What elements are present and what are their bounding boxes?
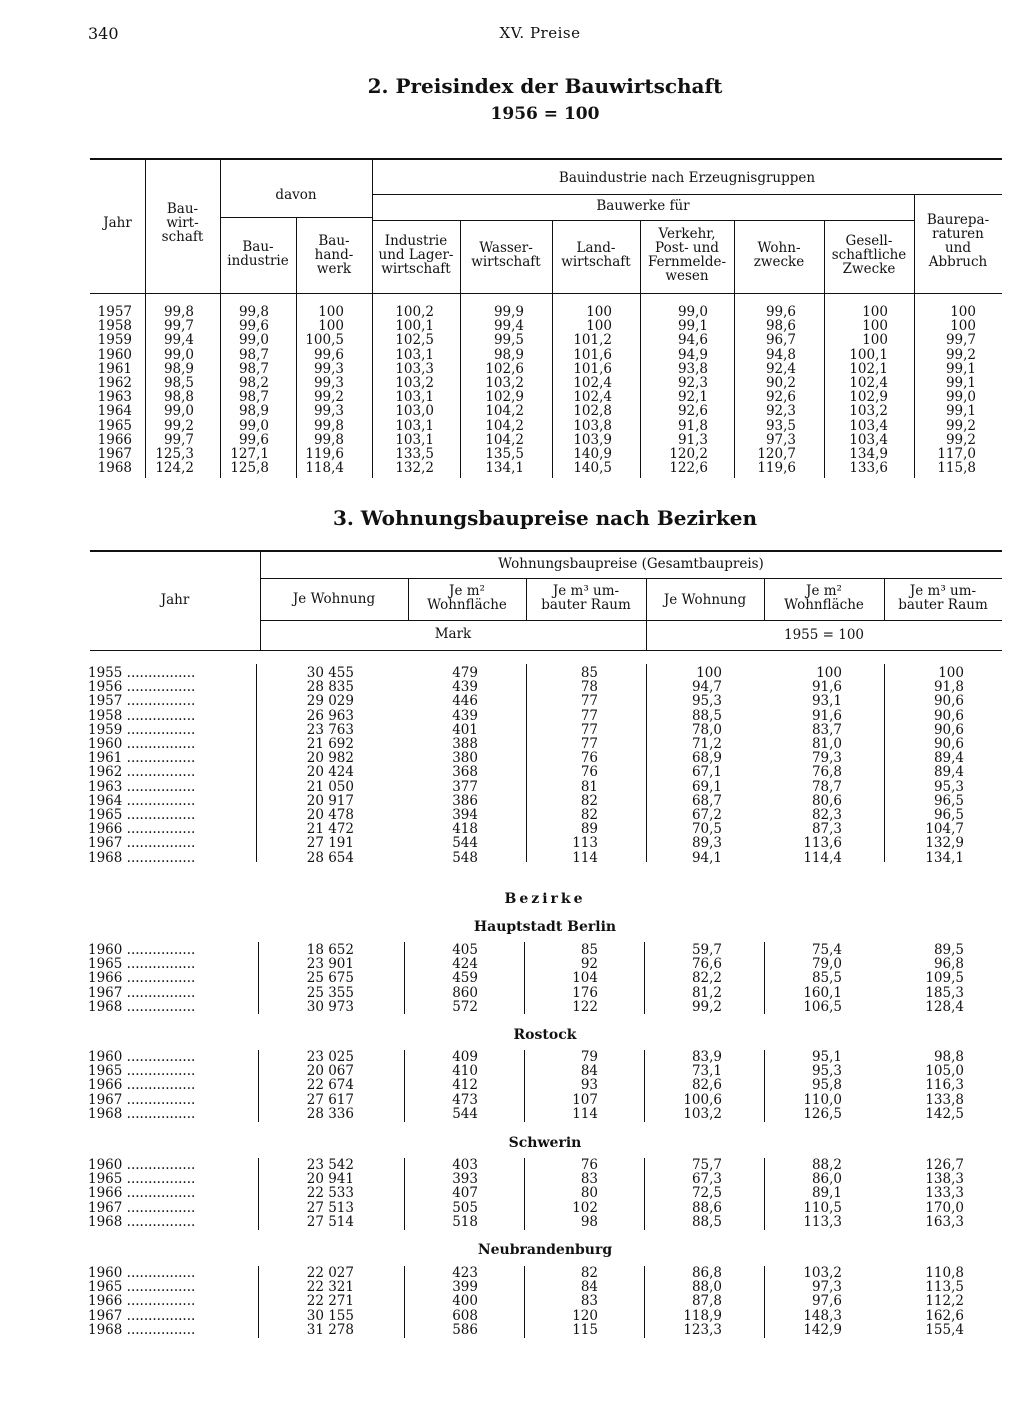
t3-vline — [258, 942, 259, 1014]
t3-vline — [644, 1158, 645, 1230]
t3-s0-m3: 85 78 77 77 77 77 76 76 81 82 82 89 113 114 — [572, 665, 598, 866]
t3-header-index-je-m2: Je m² Wohnfläche — [784, 583, 864, 613]
t2-col-wohn: 99,6 98,6 96,7 94,8 92,4 90,2 92,6 92,3 93,5 97,3 120,7 119,6 — [757, 304, 796, 477]
t3-s2-heading: Rostock — [513, 1027, 577, 1043]
t3-s4-m2: 423 399 400 608 586 — [452, 1265, 478, 1338]
t3-header-mark: Mark — [434, 626, 472, 642]
table3-header-rule — [90, 650, 1002, 651]
t3-vline — [404, 1050, 405, 1122]
t3-s2-jahr: 1960 ................ 1965 ................ 1966 ................ 1967 ................ 1968 ................ — [88, 1049, 196, 1122]
t2-header-industrie: Industrie und Lager- wirtschaft — [378, 233, 454, 277]
running-head: XV. Preise — [499, 24, 581, 42]
t2-col-bauindustrie: 99,8 99,6 99,0 98,7 98,7 98,2 98,7 98,9 99,0 99,6 127,1 125,8 — [230, 304, 269, 477]
t2-header-bauwirtschaft: Bau- wirt- schaft — [161, 201, 204, 245]
t2-col-verkehr: 99,0 99,1 94,6 94,9 93,8 92,3 92,1 92,6 91,8 91,3 120,2 122,6 — [669, 304, 708, 477]
t3-header-index-je-m3: Je m³ um- bauter Raum — [898, 583, 988, 613]
t3-s0-wohnung: 30 455 28 835 29 029 26 963 23 763 21 692 20 982 20 424 21 050 20 917 20 478 21 472 27 191 28 654 — [306, 665, 354, 866]
t3-s2-wohnung: 23 025 20 067 22 674 27 617 28 336 — [306, 1049, 354, 1122]
t2-header-baurep: Baurepa- raturen und Abbruch — [926, 212, 990, 270]
t3-vline — [764, 1050, 765, 1122]
table2-title: 2. Preisindex der Bauwirtschaft — [367, 74, 723, 98]
t3-s2-i-m3: 98,8 105,0 116,3 133,8 142,5 — [925, 1049, 964, 1122]
t3-s4-wohnung: 22 027 22 321 22 271 30 155 31 278 — [306, 1265, 354, 1338]
table3-rule-b — [260, 620, 1002, 621]
t2-col-land: 100 100 101,2 101,6 101,6 102,4 102,4 102,8 103,8 103,9 140,9 140,5 — [573, 304, 612, 477]
t3-header-je-m2: Je m² Wohnfläche — [427, 583, 507, 613]
t3-vline — [258, 1266, 259, 1338]
t3-vline — [258, 1158, 259, 1230]
t3-s3-heading: Schwerin — [508, 1135, 582, 1151]
t2-header-bauindustrie: Bau- industrie — [227, 239, 289, 269]
t3-s1-i-wohnung: 59,7 76,6 82,2 81,2 99,2 — [691, 942, 722, 1015]
t3-s0-i-wohnung: 100 94,7 95,3 88,5 78,0 71,2 68,9 67,1 69,1 68,7 67,2 70,5 89,3 94,1 — [691, 665, 722, 866]
t3-s2-i-m2: 95,1 95,3 95,8 110,0 126,5 — [803, 1049, 842, 1122]
t3-header-top: Wohnungsbaupreise (Gesamtbaupreis) — [498, 556, 764, 572]
t3-vline — [644, 942, 645, 1014]
t2-col-bauhandwerk: 100 100 100,5 99,6 99,3 99,3 99,2 99,3 99,8 99,8 119,6 118,4 — [305, 304, 344, 477]
t3-s1-m2: 405 424 459 860 572 — [452, 942, 478, 1015]
t2-col-wasser: 99,9 99,4 99,5 98,9 102,6 103,2 102,9 104,2 104,2 104,2 135,5 134,1 — [485, 304, 524, 477]
t3-vline — [524, 1158, 525, 1230]
t3-vline — [526, 664, 527, 862]
t2-header-land: Land- wirtschaft — [561, 240, 631, 270]
t3-vline — [524, 1266, 525, 1338]
t2-header-bauhandwerk: Bau- hand- werk — [314, 233, 354, 277]
t3-bezirke-heading: Bezirke — [504, 891, 586, 907]
t3-s2-i-wohnung: 83,9 73,1 82,6 100,6 103,2 — [683, 1049, 722, 1122]
table3-rule-a — [260, 578, 1002, 579]
t3-s3-m2: 403 393 407 505 518 — [452, 1157, 478, 1230]
t3-s1-i-m2: 75,4 79,0 85,5 160,1 106,5 — [803, 942, 842, 1015]
t3-s1-jahr: 1960 ................ 1965 ................ 1966 ................ 1967 ................ 1968 ................ — [88, 942, 196, 1015]
table2-vline — [220, 160, 221, 478]
t2-header-wasser: Wasser- wirtschaft — [471, 240, 541, 270]
t3-s1-m3: 85 92 104 176 122 — [572, 942, 598, 1015]
t3-header-jahr: Jahr — [160, 592, 190, 608]
t3-s0-i-m2: 100 91,6 93,1 91,6 83,7 81,0 79,3 76,8 78,7 80,6 82,3 87,3 113,6 114,4 — [803, 665, 842, 866]
table2-rule-a — [372, 194, 1002, 195]
t3-vline — [644, 1266, 645, 1338]
t3-vline — [764, 1266, 765, 1338]
t2-col-gesell: 100 100 100 100,1 102,1 102,4 102,9 103,2 103,4 103,4 134,9 133,6 — [849, 304, 888, 477]
t3-header-index-je-wohnung: Je Wohnung — [663, 592, 747, 608]
t3-s0-jahr: 1955 ................ 1956 ................ 1957 ................ 1958 ................ 1959 ................ 1960 ................ 1961 ................ 1962 ................ 1963 ................ 1964 ................ 1965 ................ 1966 ................ 1967 ................ 1968 ................ — [88, 665, 196, 866]
t3-s4-jahr: 1960 ................ 1965 ................ 1966 ................ 1967 ................ 1968 ................ — [88, 1265, 196, 1338]
t3-s0-m2: 479 439 446 439 401 388 380 368 377 386 394 418 544 548 — [452, 665, 478, 866]
t3-s3-i-m3: 126,7 138,3 133,3 170,0 163,3 — [925, 1157, 964, 1230]
t3-s3-i-m2: 88,2 86,0 89,1 110,5 113,3 — [803, 1157, 842, 1230]
t2-header-verkehr: Verkehr, Post- und Fernmelde- wesen — [647, 226, 727, 284]
t3-s4-heading: Neubrandenburg — [477, 1242, 613, 1258]
t3-s0-i-m3: 100 91,8 90,6 90,6 90,6 90,6 89,4 89,4 95,3 96,5 96,5 104,7 132,9 134,1 — [925, 665, 964, 866]
t3-s1-wohnung: 18 652 23 901 25 675 25 355 30 973 — [306, 942, 354, 1015]
t3-header-index: 1955 = 100 — [783, 627, 865, 643]
t3-vline — [646, 664, 647, 862]
t3-s3-wohnung: 23 542 20 941 22 533 27 513 27 514 — [306, 1157, 354, 1230]
t2-header-davon: davon — [275, 187, 317, 203]
t3-header-je-wohnung: Je Wohnung — [292, 591, 376, 607]
t3-s3-jahr: 1960 ................ 1965 ................ 1966 ................ 1967 ................ 1968 ................ — [88, 1157, 196, 1230]
t2-header-jahr: Jahr — [103, 215, 132, 231]
t2-header-nach-gruppen: Bauindustrie nach Erzeugnisgruppen — [558, 170, 816, 186]
page-number: 340 — [88, 24, 119, 43]
t2-col-bauwirtschaft: 99,8 99,7 99,4 99,0 98,9 98,5 98,8 99,0 99,2 99,7 125,3 124,2 — [155, 304, 194, 477]
t3-vline — [404, 942, 405, 1014]
t2-header-gesell: Gesell- schaftliche Zwecke — [831, 233, 907, 277]
t3-vline — [884, 664, 885, 862]
table3-top-rule — [90, 550, 1002, 552]
t3-vline — [404, 1266, 405, 1338]
t3-s1-heading: Hauptstadt Berlin — [473, 919, 617, 935]
table2-subtitle: 1956 = 100 — [490, 104, 600, 124]
t3-vline — [524, 1050, 525, 1122]
t3-vline — [764, 1158, 765, 1230]
t3-vline — [258, 1050, 259, 1122]
t3-vline — [764, 942, 765, 1014]
t2-col-jahr: 1957 1958 1959 1960 1961 1962 1963 1964 1965 1966 1967 1968 — [97, 304, 132, 477]
t3-s4-i-wohnung: 86,8 88,0 87,8 118,9 123,3 — [683, 1265, 722, 1338]
t2-col-industrie: 100,2 100,1 102,5 103,1 103,3 103,2 103,1 103,0 103,1 103,1 133,5 132,2 — [395, 304, 434, 477]
t3-s3-i-wohnung: 75,7 67,3 72,5 88,6 88,5 — [691, 1157, 722, 1230]
t2-header-bauwerke-fuer: Bauwerke für — [596, 198, 690, 214]
table3-title: 3. Wohnungsbaupreise nach Bezirken — [332, 506, 758, 530]
table2-header-rule — [90, 293, 1002, 294]
t3-vline — [404, 1158, 405, 1230]
t3-header-je-m3: Je m³ um- bauter Raum — [541, 583, 631, 613]
t3-s4-m3: 82 84 83 120 115 — [572, 1265, 598, 1338]
t3-s2-m3: 79 84 93 107 114 — [572, 1049, 598, 1122]
t3-s3-m3: 76 83 80 102 98 — [572, 1157, 598, 1230]
table2-rule-bauwerke — [372, 220, 914, 221]
t3-s1-i-m3: 89,5 96,8 109,5 185,3 128,4 — [925, 942, 964, 1015]
t3-s4-i-m3: 110,8 113,5 112,2 162,6 155,4 — [925, 1265, 964, 1338]
t2-col-baurep: 100 100 99,7 99,2 99,1 99,1 99,0 99,1 99,2 99,2 117,0 115,8 — [937, 304, 976, 477]
t3-s2-m2: 409 410 412 473 544 — [452, 1049, 478, 1122]
t3-vline — [524, 942, 525, 1014]
table2-top-rule — [90, 158, 1002, 160]
t3-vline — [644, 1050, 645, 1122]
t3-s4-i-m2: 103,2 97,3 97,6 148,3 142,9 — [803, 1265, 842, 1338]
t2-header-wohn: Wohn- zwecke — [753, 240, 805, 270]
